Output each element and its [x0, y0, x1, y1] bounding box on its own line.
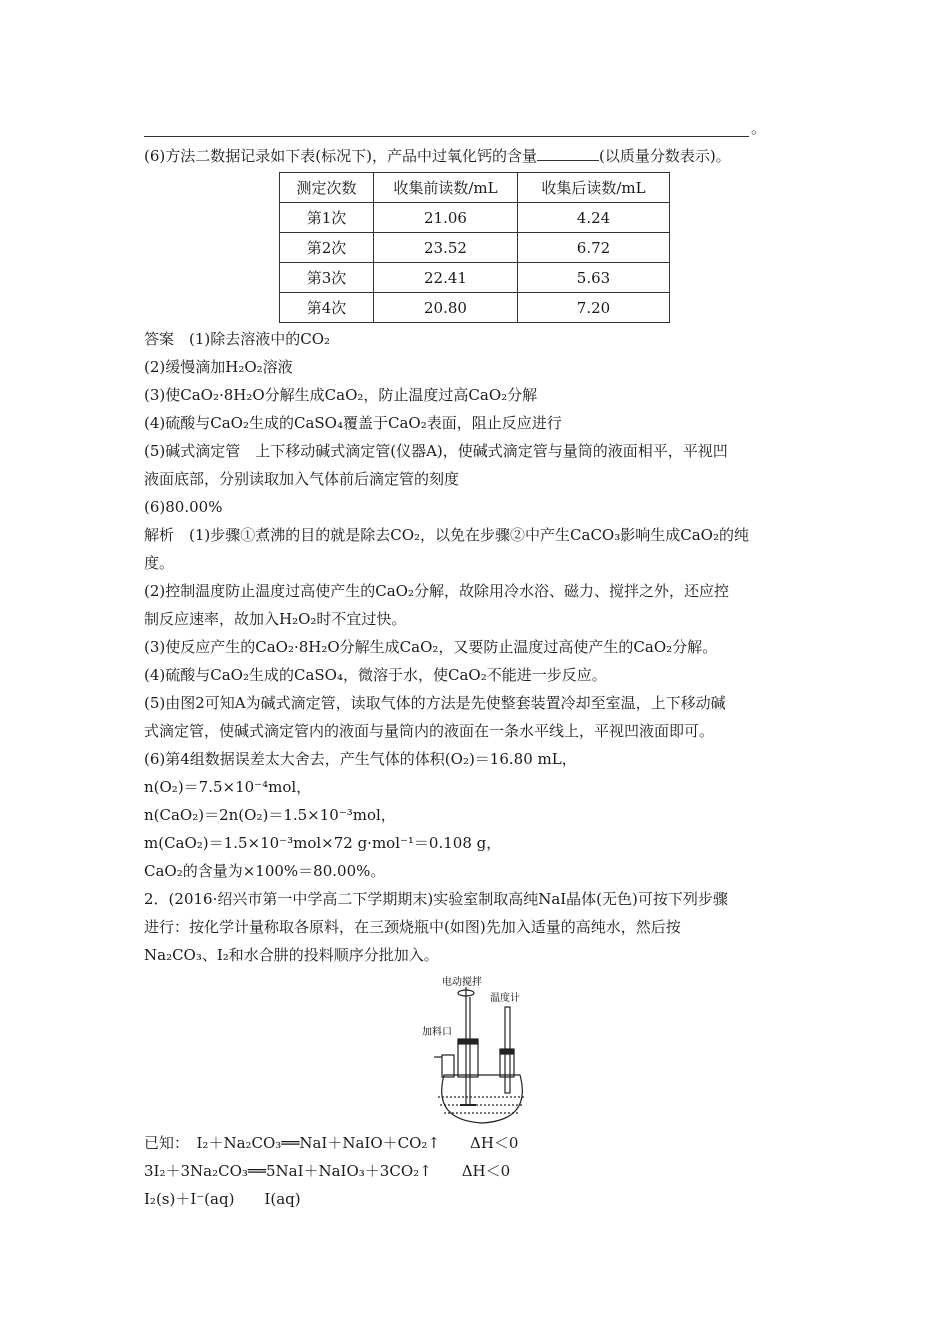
table-header: 测定次数	[280, 173, 374, 203]
table-cell: 4.24	[518, 203, 670, 233]
question-2-line-2: 进行：按化学计量称取各原料，在三颈烧瓶中(如图)先加入适量的高纯水，然后按	[144, 918, 681, 936]
analysis-2: (2)控制温度防止温度过高使产生的CaO₂分解，故除用冷水浴、磁力、搅拌之外，还应控	[144, 582, 729, 600]
question-2-line-1: 2．(2016·绍兴市第一中学高二下学期期末)实验室制取高纯NaI晶体(无色)可按下列步骤	[144, 890, 728, 908]
table-cell: 20.80	[374, 293, 518, 323]
analysis-5: (5)由图2可知A为碱式滴定管，读取气体的方法是先使整套装置冷却至室温，上下移动碱	[144, 694, 726, 712]
answer-line	[144, 118, 808, 138]
table-row	[280, 203, 670, 233]
answer-3: (3)使CaO₂·8H₂O分解生成CaO₂，防止温度过高CaO₂分解	[144, 386, 538, 404]
label-inlet: 加料口	[422, 1027, 452, 1038]
table-header: 收集后读数/mL	[518, 173, 670, 203]
analysis-2-cont: 制反应速率，故加入H₂O₂时不宜过快。	[144, 610, 407, 628]
table-cell: 6.72	[518, 233, 670, 263]
three-neck-flask-figure	[422, 975, 542, 1125]
flask-apparatus	[434, 987, 526, 1123]
table-cell: 第2次	[280, 233, 374, 263]
analysis-1: 解析 (1)步骤①煮沸的目的就是除去CO₂，以免在步骤②中产生CaCO₃影响生成CaO₂的纯	[144, 526, 749, 544]
analysis-9: m(CaO₂)＝1.5×10⁻³mol×72 g·mol⁻¹＝0.108 g，	[144, 834, 502, 852]
table-cell: 22.41	[374, 263, 518, 293]
analysis-3: (3)使反应产生的CaO₂·8H₂O分解生成CaO₂，又要防止温度过高使产生的CaO₂分解。	[144, 638, 718, 656]
table-cell: 第3次	[280, 263, 374, 293]
answer-blank	[537, 145, 599, 161]
document-page	[144, 118, 808, 1213]
blank-rule	[144, 118, 749, 137]
known-1: 已知： I₂＋Na₂CO₃══NaI＋NaIO＋CO₂↑ ΔH＜0	[144, 1134, 519, 1152]
table-cell: 第1次	[280, 203, 374, 233]
analysis-6: (6)第4组数据误差太大舍去，产生气体的体积(O₂)＝16.80 mL，	[144, 750, 577, 768]
table-cell: 第4次	[280, 293, 374, 323]
table-cell: 5.63	[518, 263, 670, 293]
answer-6: (6)80.00%	[144, 498, 223, 516]
answer-1: 答案 (1)除去溶液中的CO₂	[144, 330, 331, 348]
table-row	[280, 293, 670, 323]
table-cell: 23.52	[374, 233, 518, 263]
analysis-7: n(O₂)＝7.5×10⁻⁴mol，	[144, 778, 312, 796]
known-3: I₂(s)＋I⁻(aq) I(aq)	[144, 1190, 301, 1208]
table-cell: 21.06	[374, 203, 518, 233]
end-mark: 。	[751, 119, 767, 137]
analysis-5-cont: 式滴定管，使碱式滴定管内的液面与量筒内的液面在一条水平线上，平视凹液面即可。	[144, 722, 715, 740]
table-header: 收集前读数/mL	[374, 173, 518, 203]
answer-4: (4)硫酸与CaO₂生成的CaSO₄覆盖于CaO₂表面，阻止反应进行	[144, 414, 562, 432]
table-cell: 7.20	[518, 293, 670, 323]
answer-2: (2)缓慢滴加H₂O₂溶液	[144, 358, 293, 376]
question-6-prompt: (6)方法二数据记录如下表(标况下)，产品中过氧化钙的含量 (以质量分数表示)。	[144, 147, 731, 165]
analysis-8: n(CaO₂)＝2n(O₂)＝1.5×10⁻³mol，	[144, 806, 396, 824]
answer-5: (5)碱式滴定管 上下移动碱式滴定管(仪器A)，使碱式滴定管与量筒的液面相平，平视凹	[144, 442, 728, 460]
answer-5-cont: 液面底部，分别读取加入气体前后滴定管的刻度	[144, 470, 460, 488]
question-2-line-3: Na₂CO₃、I₂和水合肼的投料顺序分批加入。	[144, 946, 439, 964]
data-table	[279, 172, 670, 323]
table-header-row	[280, 173, 670, 203]
label-thermometer: 温度计	[490, 993, 520, 1004]
table-row	[280, 233, 670, 263]
table-row	[280, 263, 670, 293]
label-stir: 电动搅拌	[442, 977, 482, 988]
known-2: 3I₂＋3Na₂CO₃══5NaI＋NaIO₃＋3CO₂↑ ΔH＜0	[144, 1162, 511, 1180]
analysis-10: CaO₂的含量为×100%＝80.00%。	[144, 862, 386, 880]
analysis-1-cont: 度。	[144, 554, 175, 572]
analysis-4: (4)硫酸与CaO₂生成的CaSO₄，微溶于水，使CaO₂不能进一步反应。	[144, 666, 607, 684]
